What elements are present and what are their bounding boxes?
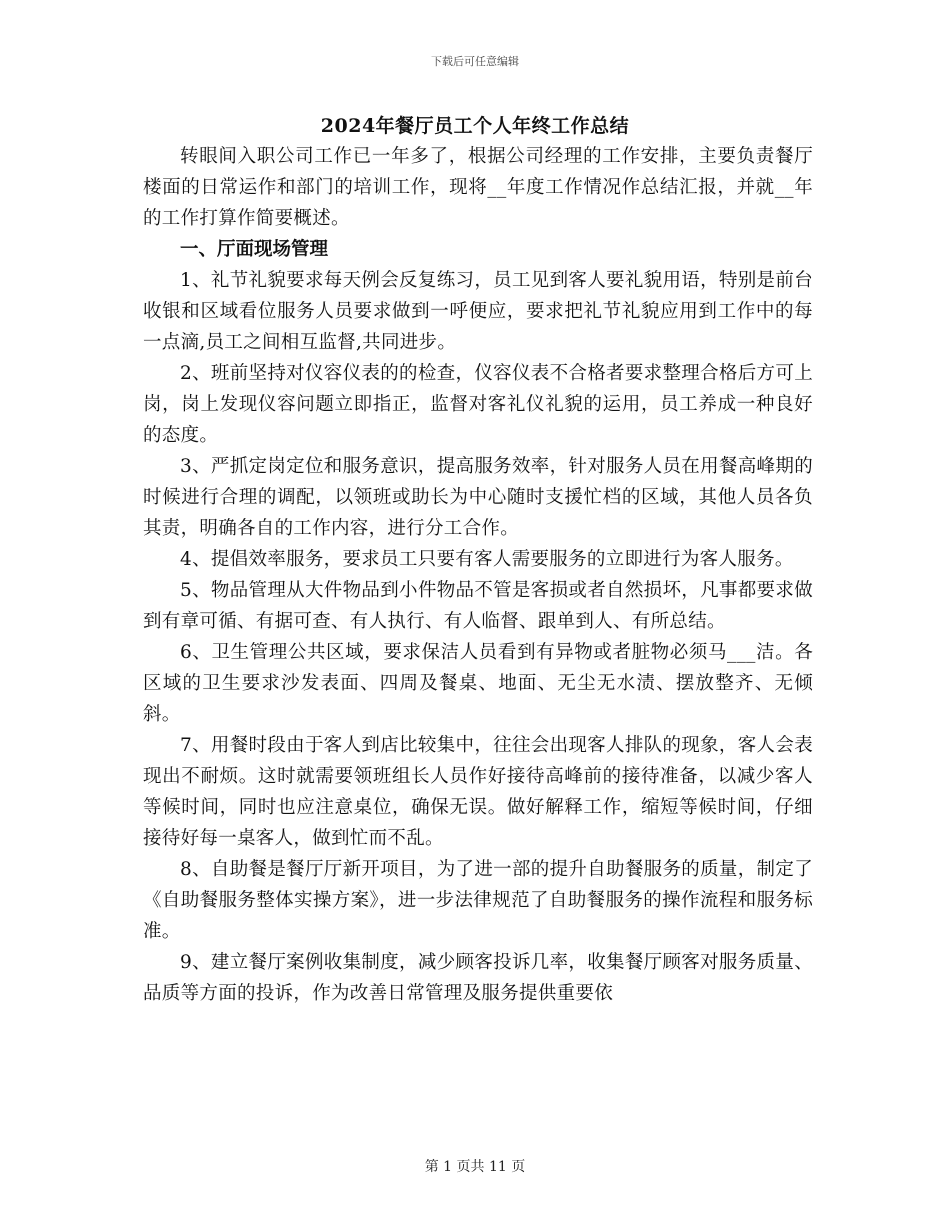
list-item-2: 2、班前坚持对仪容仪表的的检查，仪容仪表不合格者要求整理合格后方可上岗，岗上发现仪容问题立即指正，监督对客礼仪礼貌的运用，员工养成一种良好的态度。 bbox=[143, 363, 813, 446]
header-note: 下载后可任意编辑 bbox=[431, 55, 519, 68]
list-item-1: 1、礼节礼貌要求每天例会反复练习，员工见到客人要礼貌用语，特别是前台收银和区域看位服务人员要求做到一呼便应，要求把礼节礼貌应用到工作中的每一点滴,员工之间相互监督,共同进步。 bbox=[143, 270, 813, 353]
list-item-7: 7、用餐时段由于客人到店比较集中，往往会出现客人排队的现象，客人会表现出不耐烦。这时就需要领班组长人员作好接待高峰前的接待准备，以减少客人等候时间，同时也应注意桌位，确保无误。做好解释工作，缩短等候时间，仔细接待好每一桌客人，做到忙而不乱。 bbox=[143, 735, 813, 849]
document-body bbox=[143, 141, 813, 1009]
section-heading: 一、厅面现场管理 bbox=[180, 239, 329, 260]
page-footer: 第 1 页共 11 页 bbox=[424, 1159, 526, 1175]
list-item-8: 8、自助餐是餐厅厅新开项目，为了进一部的提升自助餐服务的质量，制定了《自助餐服务整体实操方案》，进一步法律规范了自助餐服务的操作流程和服务标准。 bbox=[143, 859, 813, 942]
document-title: 2024年餐厅员工个人年终工作总结 bbox=[320, 115, 630, 137]
list-item-9: 9、建立餐厅案例收集制度，减少顾客投诉几率，收集餐厅顾客对服务质量、品质等方面的投诉，作为改善日常管理及服务提供重要依 bbox=[143, 952, 813, 1004]
list-item-5: 5、物品管理从大件物品到小件物品不管是客损或者自然损坏，凡事都要求做到有章可循、有据可查、有人执行、有人临督、跟单到人、有所总结。 bbox=[143, 580, 813, 632]
list-item-3: 3、严抓定岗定位和服务意识，提高服务效率，针对服务人员在用餐高峰期的时候进行合理的调配，以领班或助长为中心随时支援忙档的区域，其他人员各负其责，明确各自的工作内容，进行分工合作。 bbox=[143, 456, 813, 539]
list-item-4: 4、提倡效率服务，要求员工只要有客人需要服务的立即进行为客人服务。 bbox=[180, 549, 794, 570]
intro-paragraph: 转眼间入职公司工作已一年多了，根据公司经理的工作安排，主要负责餐厅楼面的日常运作和部门的培训工作，现将__年度工作情况作总结汇报，并就__年的工作打算作简要概述。 bbox=[143, 146, 813, 229]
list-item-6: 6、卫生管理公共区域，要求保洁人员看到有异物或者脏物必须马___洁。各区域的卫生要求沙发表面、四周及餐桌、地面、无尘无水渍、摆放整齐、无倾斜。 bbox=[143, 642, 813, 725]
